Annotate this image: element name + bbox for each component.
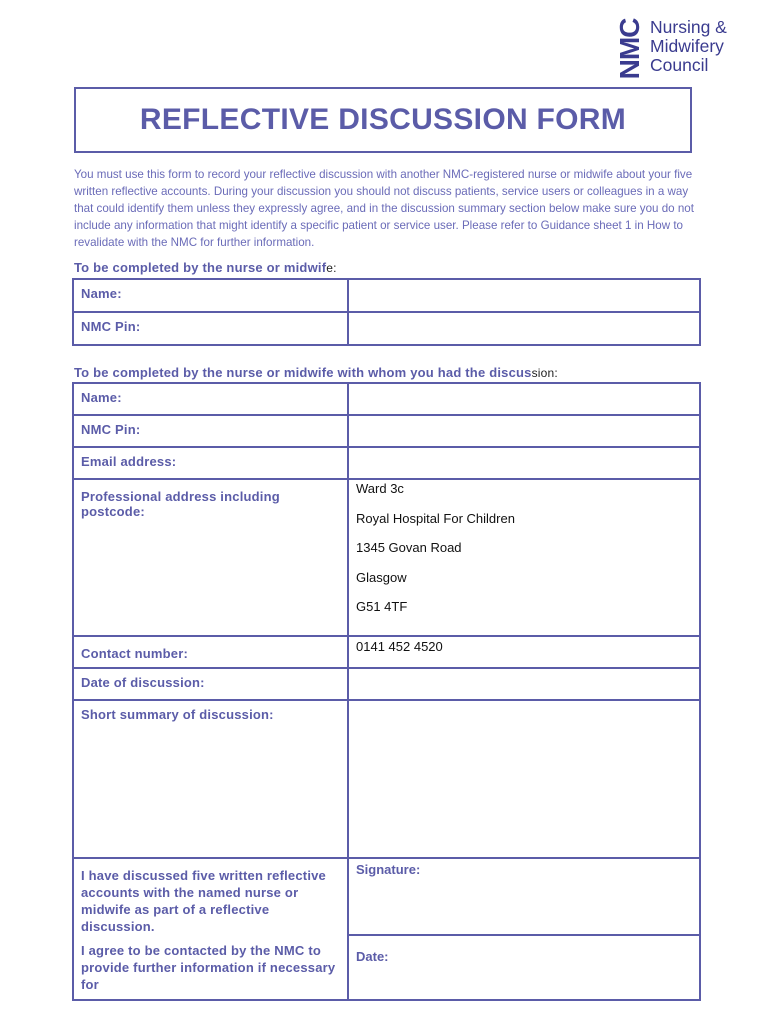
declaration-text-2: I agree to be contacted by the NMC to provide further information if necessary for — [81, 942, 336, 992]
email-label: Email address: — [73, 447, 348, 479]
address-line: Glasgow — [356, 569, 407, 585]
logo-line-1: Nursing & — [650, 17, 727, 37]
section2-name-field[interactable] — [348, 383, 700, 415]
title-box — [74, 87, 692, 153]
contact-field[interactable]: 0141 452 4520 — [348, 636, 700, 668]
declaration-cell — [73, 858, 348, 1000]
section1-pin-label: NMC Pin: — [73, 312, 348, 345]
discussion-date-field[interactable] — [348, 668, 700, 700]
nmc-logo-mark: NMC — [614, 18, 645, 80]
section2-name-label: Name: — [73, 383, 348, 415]
section1-name-field[interactable] — [348, 279, 700, 312]
section2-pin-label: NMC Pin: — [73, 415, 348, 447]
address-label: Professional address including postcode: — [73, 479, 348, 636]
section1-name-label: Name: — [73, 279, 348, 312]
nmc-logo — [614, 17, 727, 80]
discussion-date-label: Date of discussion: — [73, 668, 348, 700]
page-title: REFLECTIVE DISCUSSION FORM — [139, 103, 627, 136]
address-line: Royal Hospital For Children — [356, 510, 515, 526]
section2-table — [72, 382, 701, 1001]
signature-label: Signature: — [356, 861, 421, 877]
address-line: G51 4TF — [356, 599, 408, 614]
section1-pin-field[interactable] — [348, 312, 700, 345]
address-line: Ward 3c — [356, 481, 404, 496]
section2-heading: To be completed by the nurse or midwife with whom you had the discussion: — [74, 365, 558, 380]
email-field[interactable] — [348, 447, 700, 479]
declaration-text-1: I have discussed five written reflective accounts with the named nurse or midwife as part of a reflective discussion. — [81, 867, 326, 934]
address-line: 1345 Govan Road — [356, 540, 462, 555]
section2-pin-field[interactable] — [348, 415, 700, 447]
logo-line-2: Midwifery — [650, 36, 724, 56]
logo-line-3: Council — [650, 55, 709, 75]
signature-field[interactable] — [348, 858, 700, 936]
signature-date-label: Date: — [356, 949, 389, 965]
signature-date-field[interactable] — [348, 935, 700, 999]
summary-field[interactable] — [348, 700, 700, 858]
summary-label: Short summary of discussion: — [73, 700, 348, 858]
section1-table — [72, 278, 701, 346]
nmc-logo-text — [650, 18, 727, 75]
intro-paragraph: You must use this form to record your reflective discussion with another NMC-registered nurse or midwife about your five written reflective accounts. During your discussion you should not discuss patients, service users or colleagues in a way that could identify them unless they expressly agree, and in the discussion summary section below make sure you do not include any information that might identify a specific patient or service user. Please refer to Guidance sheet 1 in How to revalidate with the NMC for further information. — [74, 168, 694, 249]
contact-label: Contact number: — [73, 636, 348, 668]
address-field[interactable] — [348, 479, 700, 636]
section1-heading: To be completed by the nurse or midwife: — [74, 260, 337, 275]
